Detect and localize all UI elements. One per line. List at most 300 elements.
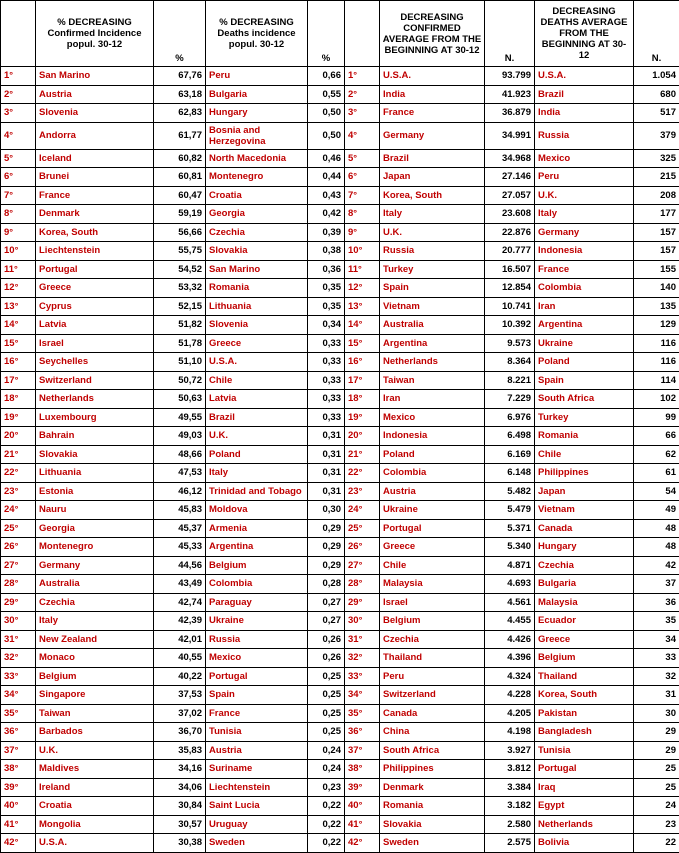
value-cell: 0,23 — [308, 778, 345, 797]
country-cell: Switzerland — [380, 686, 485, 705]
header-number-2: N. — [634, 1, 679, 67]
country-cell: Croatia — [36, 797, 154, 816]
rank-cell: 10° — [1, 242, 36, 261]
table-row — [1, 519, 679, 538]
table-row — [1, 723, 679, 742]
value-cell: 4.693 — [485, 575, 535, 594]
value-cell: 8.221 — [485, 371, 535, 390]
value-cell: 45,33 — [154, 538, 206, 557]
country-cell: Bolivia — [535, 834, 634, 853]
country-cell: Germany — [380, 122, 485, 149]
country-cell: Hungary — [535, 538, 634, 557]
value-cell: 46,12 — [154, 482, 206, 501]
country-cell: U.K. — [206, 427, 308, 446]
table-row — [1, 575, 679, 594]
value-cell: 60,47 — [154, 186, 206, 205]
value-cell: 54,52 — [154, 260, 206, 279]
country-cell: Italy — [36, 612, 154, 631]
value-cell: 49 — [634, 501, 679, 520]
country-cell: Liechtenstein — [36, 242, 154, 261]
value-cell: 2.580 — [485, 815, 535, 834]
country-cell: Japan — [380, 168, 485, 187]
value-cell: 42,74 — [154, 593, 206, 612]
country-cell: Australia — [380, 316, 485, 335]
value-cell: 7.229 — [485, 390, 535, 409]
country-cell: Malaysia — [380, 575, 485, 594]
rank-cell: 1° — [345, 67, 380, 86]
rank-cell: 20° — [345, 427, 380, 446]
rank-cell: 32° — [1, 649, 36, 668]
value-cell: 0,39 — [308, 223, 345, 242]
country-cell: Singapore — [36, 686, 154, 705]
country-cell: India — [535, 104, 634, 123]
value-cell: 0,50 — [308, 104, 345, 123]
country-cell: Thailand — [380, 649, 485, 668]
value-cell: 0,22 — [308, 815, 345, 834]
country-cell: Chile — [206, 371, 308, 390]
country-cell: South Africa — [535, 390, 634, 409]
value-cell: 3.927 — [485, 741, 535, 760]
country-cell: Georgia — [206, 205, 308, 224]
table-row — [1, 408, 679, 427]
table-row — [1, 186, 679, 205]
country-cell: Denmark — [380, 778, 485, 797]
value-cell: 62,83 — [154, 104, 206, 123]
value-cell: 34,16 — [154, 760, 206, 779]
rank-cell: 39° — [1, 778, 36, 797]
rank-cell: 23° — [1, 482, 36, 501]
country-cell: Thailand — [535, 667, 634, 686]
value-cell: 54 — [634, 482, 679, 501]
country-cell: Netherlands — [380, 353, 485, 372]
country-cell: Sweden — [380, 834, 485, 853]
table-row — [1, 778, 679, 797]
country-cell: Tunisia — [206, 723, 308, 742]
table-row — [1, 122, 679, 149]
value-cell: 6.169 — [485, 445, 535, 464]
country-cell: Canada — [380, 704, 485, 723]
table-row — [1, 445, 679, 464]
value-cell: 0,22 — [308, 834, 345, 853]
country-cell: Poland — [380, 445, 485, 464]
value-cell: 0,31 — [308, 427, 345, 446]
country-cell: Monaco — [36, 649, 154, 668]
rank-cell: 10° — [345, 242, 380, 261]
country-cell: Turkey — [535, 408, 634, 427]
rank-cell: 14° — [345, 316, 380, 335]
value-cell: 37 — [634, 575, 679, 594]
country-cell: Brazil — [206, 408, 308, 427]
value-cell: 61,77 — [154, 122, 206, 149]
rank-cell: 13° — [1, 297, 36, 316]
value-cell: 0,25 — [308, 667, 345, 686]
value-cell: 0,33 — [308, 408, 345, 427]
country-cell: Belgium — [535, 649, 634, 668]
value-cell: 34,06 — [154, 778, 206, 797]
value-cell: 4.426 — [485, 630, 535, 649]
value-cell: 157 — [634, 242, 679, 261]
country-cell: Philippines — [535, 464, 634, 483]
rank-cell: 34° — [345, 686, 380, 705]
rank-cell: 18° — [1, 390, 36, 409]
value-cell: 0,30 — [308, 501, 345, 520]
country-cell: Uruguay — [206, 815, 308, 834]
country-cell: U.S.A. — [535, 67, 634, 86]
country-cell: U.S.A. — [36, 834, 154, 853]
value-cell: 114 — [634, 371, 679, 390]
country-cell: Seychelles — [36, 353, 154, 372]
value-cell: 27.057 — [485, 186, 535, 205]
country-cell: Mexico — [206, 649, 308, 668]
value-cell: 517 — [634, 104, 679, 123]
table-row — [1, 482, 679, 501]
country-cell: Tunisia — [535, 741, 634, 760]
country-cell: Paraguay — [206, 593, 308, 612]
value-cell: 0,31 — [308, 445, 345, 464]
rank-cell: 25° — [345, 519, 380, 538]
value-cell: 0,50 — [308, 122, 345, 149]
value-cell: 0,55 — [308, 85, 345, 104]
rank-cell: 4° — [1, 122, 36, 149]
table-row — [1, 390, 679, 409]
value-cell: 6.148 — [485, 464, 535, 483]
rank-cell: 21° — [1, 445, 36, 464]
country-cell: Iceland — [36, 149, 154, 168]
value-cell: 0,33 — [308, 371, 345, 390]
country-cell: U.K. — [380, 223, 485, 242]
country-cell: Brazil — [535, 85, 634, 104]
value-cell: 53,32 — [154, 279, 206, 298]
table-row — [1, 630, 679, 649]
rank-cell: 6° — [1, 168, 36, 187]
value-cell: 30 — [634, 704, 679, 723]
value-cell: 10.392 — [485, 316, 535, 335]
value-cell: 0,33 — [308, 390, 345, 409]
country-cell: Hungary — [206, 104, 308, 123]
value-cell: 23 — [634, 815, 679, 834]
value-cell: 135 — [634, 297, 679, 316]
rank-cell: 39° — [345, 778, 380, 797]
value-cell: 30,57 — [154, 815, 206, 834]
country-cell: Portugal — [206, 667, 308, 686]
country-cell: Belgium — [380, 612, 485, 631]
country-cell: Austria — [36, 85, 154, 104]
value-cell: 0,33 — [308, 353, 345, 372]
value-cell: 99 — [634, 408, 679, 427]
value-cell: 40,22 — [154, 667, 206, 686]
value-cell: 37,53 — [154, 686, 206, 705]
country-cell: Austria — [380, 482, 485, 501]
value-cell: 0,43 — [308, 186, 345, 205]
country-cell: Ecuador — [535, 612, 634, 631]
country-cell: Slovakia — [36, 445, 154, 464]
rank-cell: 24° — [345, 501, 380, 520]
country-cell: Poland — [535, 353, 634, 372]
value-cell: 34.968 — [485, 149, 535, 168]
country-cell: Georgia — [36, 519, 154, 538]
rank-cell: 33° — [345, 667, 380, 686]
value-cell: 52,15 — [154, 297, 206, 316]
country-cell: Germany — [36, 556, 154, 575]
rank-cell: 22° — [1, 464, 36, 483]
value-cell: 0,25 — [308, 704, 345, 723]
value-cell: 0,24 — [308, 741, 345, 760]
value-cell: 0,29 — [308, 538, 345, 557]
country-cell: Estonia — [36, 482, 154, 501]
value-cell: 0,31 — [308, 482, 345, 501]
rank-cell: 41° — [345, 815, 380, 834]
country-cell: Montenegro — [36, 538, 154, 557]
header-percent-2: % — [308, 1, 345, 67]
rank-cell: 13° — [345, 297, 380, 316]
table-row — [1, 85, 679, 104]
value-cell: 0,29 — [308, 556, 345, 575]
value-cell: 36,70 — [154, 723, 206, 742]
rank-cell: 6° — [345, 168, 380, 187]
value-cell: 4.396 — [485, 649, 535, 668]
value-cell: 6.976 — [485, 408, 535, 427]
value-cell: 51,78 — [154, 334, 206, 353]
country-cell: Czechia — [206, 223, 308, 242]
value-cell: 60,82 — [154, 149, 206, 168]
country-cell: Montenegro — [206, 168, 308, 187]
value-cell: 208 — [634, 186, 679, 205]
country-cell: Sweden — [206, 834, 308, 853]
country-cell: Armenia — [206, 519, 308, 538]
rank-cell: 18° — [345, 390, 380, 409]
value-cell: 129 — [634, 316, 679, 335]
header-confirmed-average: DECREASING CONFIRMED AVERAGE FROM THE BEGINNING AT 30-12 — [380, 1, 485, 67]
value-cell: 29 — [634, 723, 679, 742]
rank-cell: 5° — [1, 149, 36, 168]
country-cell: Colombia — [206, 575, 308, 594]
country-cell: Maldives — [36, 760, 154, 779]
value-cell: 61 — [634, 464, 679, 483]
value-cell: 5.479 — [485, 501, 535, 520]
country-cell: Nauru — [36, 501, 154, 520]
country-cell: Russia — [206, 630, 308, 649]
country-cell: France — [535, 260, 634, 279]
country-cell: Egypt — [535, 797, 634, 816]
value-cell: 4.205 — [485, 704, 535, 723]
country-cell: Taiwan — [36, 704, 154, 723]
country-cell: Czechia — [36, 593, 154, 612]
value-cell: 5.340 — [485, 538, 535, 557]
table-row — [1, 834, 679, 853]
country-cell: Belgium — [206, 556, 308, 575]
country-cell: Bulgaria — [535, 575, 634, 594]
header-percent-1: % — [154, 1, 206, 67]
country-cell: Italy — [380, 205, 485, 224]
country-cell: Belgium — [36, 667, 154, 686]
rank-cell: 14° — [1, 316, 36, 335]
table-body — [1, 67, 679, 853]
rank-cell: 16° — [345, 353, 380, 372]
table-row — [1, 760, 679, 779]
country-cell: Korea, South — [36, 223, 154, 242]
country-cell: Moldova — [206, 501, 308, 520]
country-cell: U.S.A. — [380, 67, 485, 86]
value-cell: 22 — [634, 834, 679, 853]
rank-cell: 36° — [1, 723, 36, 742]
country-cell: Chile — [380, 556, 485, 575]
value-cell: 31 — [634, 686, 679, 705]
table-row — [1, 334, 679, 353]
country-cell: Cyprus — [36, 297, 154, 316]
country-cell: Italy — [535, 205, 634, 224]
country-cell: Ukraine — [535, 334, 634, 353]
country-cell: Korea, South — [380, 186, 485, 205]
table-row — [1, 464, 679, 483]
country-cell: Peru — [535, 168, 634, 187]
value-cell: 5.482 — [485, 482, 535, 501]
value-cell: 4.455 — [485, 612, 535, 631]
country-cell: Luxembourg — [36, 408, 154, 427]
country-cell: Israel — [36, 334, 154, 353]
rank-cell: 17° — [1, 371, 36, 390]
rank-cell: 26° — [345, 538, 380, 557]
value-cell: 36 — [634, 593, 679, 612]
value-cell: 116 — [634, 334, 679, 353]
table-row — [1, 242, 679, 261]
rank-cell: 7° — [1, 186, 36, 205]
table-row — [1, 104, 679, 123]
country-cell: Trinidad and Tobago — [206, 482, 308, 501]
country-cell: Slovenia — [206, 316, 308, 335]
value-cell: 51,82 — [154, 316, 206, 335]
rank-cell: 34° — [1, 686, 36, 705]
country-cell: Portugal — [36, 260, 154, 279]
country-cell: Slovakia — [380, 815, 485, 834]
value-cell: 0,22 — [308, 797, 345, 816]
country-cell: Greece — [380, 538, 485, 557]
rank-cell: 31° — [1, 630, 36, 649]
value-cell: 680 — [634, 85, 679, 104]
value-cell: 0,44 — [308, 168, 345, 187]
value-cell: 0,26 — [308, 630, 345, 649]
country-cell: Mexico — [380, 408, 485, 427]
value-cell: 56,66 — [154, 223, 206, 242]
value-cell: 102 — [634, 390, 679, 409]
value-cell: 50,63 — [154, 390, 206, 409]
table-row — [1, 667, 679, 686]
value-cell: 0,38 — [308, 242, 345, 261]
rank-cell: 11° — [345, 260, 380, 279]
country-cell: Spain — [535, 371, 634, 390]
value-cell: 35 — [634, 612, 679, 631]
rank-cell: 35° — [345, 704, 380, 723]
country-cell: Saint Lucia — [206, 797, 308, 816]
value-cell: 20.777 — [485, 242, 535, 261]
country-cell: Switzerland — [36, 371, 154, 390]
value-cell: 42 — [634, 556, 679, 575]
table-row — [1, 556, 679, 575]
table-row — [1, 427, 679, 446]
rank-cell: 42° — [345, 834, 380, 853]
country-cell: Romania — [206, 279, 308, 298]
country-cell: Czechia — [535, 556, 634, 575]
value-cell: 9.573 — [485, 334, 535, 353]
value-cell: 4.228 — [485, 686, 535, 705]
value-cell: 1.054 — [634, 67, 679, 86]
value-cell: 40,55 — [154, 649, 206, 668]
value-cell: 0,35 — [308, 297, 345, 316]
table-row — [1, 612, 679, 631]
rank-cell: 30° — [1, 612, 36, 631]
value-cell: 3.182 — [485, 797, 535, 816]
country-cell: Bangladesh — [535, 723, 634, 742]
rank-cell: 36° — [345, 723, 380, 742]
country-cell: Bahrain — [36, 427, 154, 446]
country-cell: Greece — [206, 334, 308, 353]
country-cell: Vietnam — [535, 501, 634, 520]
country-cell: Latvia — [36, 316, 154, 335]
country-cell: Canada — [535, 519, 634, 538]
rank-cell: 9° — [345, 223, 380, 242]
rank-cell: 30° — [345, 612, 380, 631]
country-cell: Australia — [36, 575, 154, 594]
rank-cell: 8° — [345, 205, 380, 224]
rank-cell: 21° — [345, 445, 380, 464]
country-cell: U.S.A. — [206, 353, 308, 372]
country-cell: Italy — [206, 464, 308, 483]
value-cell: 60,81 — [154, 168, 206, 187]
rank-cell: 7° — [345, 186, 380, 205]
country-cell: Israel — [380, 593, 485, 612]
rank-cell: 28° — [1, 575, 36, 594]
country-cell: Ireland — [36, 778, 154, 797]
rank-cell: 22° — [345, 464, 380, 483]
country-cell: Denmark — [36, 205, 154, 224]
country-cell: Lithuania — [36, 464, 154, 483]
value-cell: 41.923 — [485, 85, 535, 104]
country-cell: Peru — [380, 667, 485, 686]
country-cell: Taiwan — [380, 371, 485, 390]
table-row — [1, 279, 679, 298]
country-cell: Lithuania — [206, 297, 308, 316]
country-cell: Iraq — [535, 778, 634, 797]
country-cell: Spain — [380, 279, 485, 298]
country-cell: Greece — [535, 630, 634, 649]
value-cell: 30,38 — [154, 834, 206, 853]
country-cell: Suriname — [206, 760, 308, 779]
country-cell: Korea, South — [535, 686, 634, 705]
value-cell: 0,24 — [308, 760, 345, 779]
country-cell: Turkey — [380, 260, 485, 279]
country-cell: Netherlands — [36, 390, 154, 409]
country-cell: Vietnam — [380, 297, 485, 316]
value-cell: 29 — [634, 741, 679, 760]
country-cell: Bulgaria — [206, 85, 308, 104]
country-cell: North Macedonia — [206, 149, 308, 168]
country-cell: Andorra — [36, 122, 154, 149]
rank-cell: 20° — [1, 427, 36, 446]
value-cell: 0,26 — [308, 649, 345, 668]
country-cell: Poland — [206, 445, 308, 464]
rank-cell: 3° — [1, 104, 36, 123]
table-row — [1, 593, 679, 612]
value-cell: 48 — [634, 538, 679, 557]
value-cell: 4.871 — [485, 556, 535, 575]
value-cell: 0,35 — [308, 279, 345, 298]
country-cell: Croatia — [206, 186, 308, 205]
value-cell: 6.498 — [485, 427, 535, 446]
country-cell: Malaysia — [535, 593, 634, 612]
value-cell: 45,37 — [154, 519, 206, 538]
value-cell: 36.879 — [485, 104, 535, 123]
header-rank-2 — [345, 1, 380, 67]
rank-cell: 29° — [345, 593, 380, 612]
